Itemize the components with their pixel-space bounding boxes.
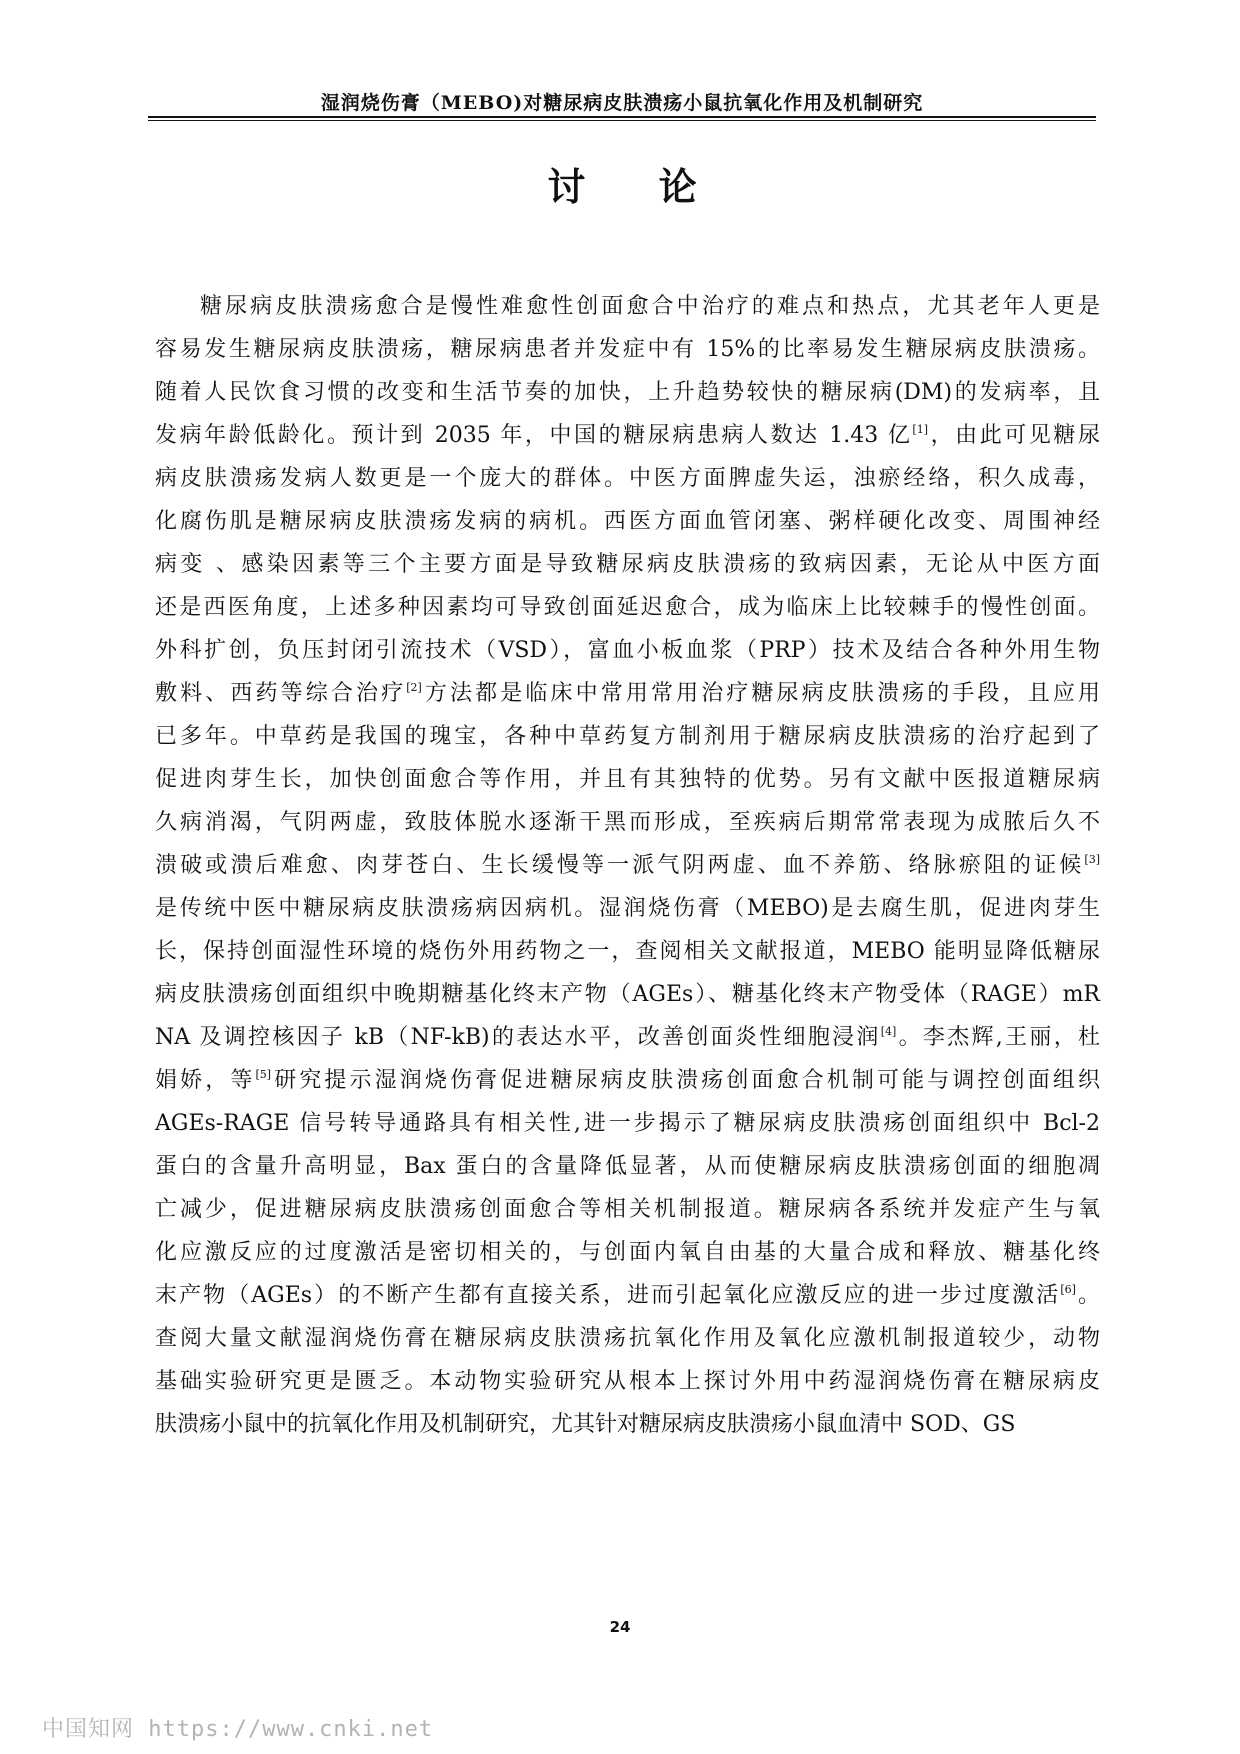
citation-ref: [1]: [912, 423, 929, 436]
text-line: 容易发生糖尿病皮肤溃疡，糖尿病患者并发症中有 15%的比率易发生糖尿病皮肤溃疡。: [155, 337, 1100, 362]
header-rule-thin: [148, 120, 1096, 121]
text-line: AGEs-RAGE 信号转导通路具有相关性,进一步揭示了糖尿病皮肤溃疡创面组织中 Bcl-2: [155, 1111, 1100, 1136]
running-header: 湿润烧伤膏（MEBO)对糖尿病皮肤溃疡小鼠抗氧化作用及机制研究: [320, 92, 924, 114]
citation-ref: [4]: [880, 1025, 897, 1038]
text-line: 是传统中医中糖尿病皮肤溃疡病因病机。湿润烧伤膏（MEBO)是去腐生肌，促进肉芽生: [155, 896, 1100, 921]
text-line: 查阅大量文献湿润烧伤膏在糖尿病皮肤溃疡抗氧化作用及氧化应激机制报道较少，动物: [155, 1326, 1100, 1351]
text-line: 发病年龄低龄化。预计到 2035 年，中国的糖尿病患病人数达 1.43 亿[1]，由此可见糖尿: [155, 423, 1100, 448]
text-line: 末产物（AGEs）的不断产生都有直接关系，进而引起氧化应激反应的进一步过度激活[6]。: [155, 1283, 1100, 1308]
citation-ref: [5]: [255, 1068, 272, 1081]
text-line: 促进肉芽生长，加快创面愈合等作用，并且有其独特的优势。另有文献中医报道糖尿病: [155, 767, 1100, 792]
text-line: 蛋白的含量升高明显，Bax 蛋白的含量降低显著，从而使糖尿病皮肤溃疡创面的细胞凋: [155, 1154, 1100, 1179]
citation-ref: [3]: [1084, 853, 1100, 866]
cnki-watermark: 中国知网 https://www.cnki.net: [42, 1717, 434, 1742]
text-line: 病变 、感染因素等三个主要方面是导致糖尿病皮肤溃疡的致病因素，无论从中医方面: [155, 552, 1100, 577]
text-line: 化腐伤肌是糖尿病皮肤溃疡发病的病机。西医方面血管闭塞、粥样硬化改变、周围神经: [155, 509, 1100, 534]
header-rule: [148, 116, 1096, 118]
body-paragraph: [155, 285, 1100, 1446]
text-line: 肤溃疡小鼠中的抗氧化作用及机制研究，尤其针对糖尿病皮肤溃疡小鼠血清中 SOD、GS: [155, 1412, 1016, 1437]
text-line: 已多年。中草药是我国的瑰宝，各种中草药复方制剂用于糖尿病皮肤溃疡的治疗起到了: [155, 724, 1100, 749]
text-line: 随着人民饮食习惯的改变和生活节奏的加快，上升趋势较快的糖尿病(DM)的发病率，且: [155, 380, 1100, 405]
text-line: 亡减少，促进糖尿病皮肤溃疡创面愈合等相关机制报道。糖尿病各系统并发症产生与氧: [155, 1197, 1100, 1222]
text-line: 外科扩创，负压封闭引流技术（VSD），富血小板血浆（PRP）技术及结合各种外用生物: [155, 638, 1100, 663]
text-line: 糖尿病皮肤溃疡愈合是慢性难愈性创面愈合中治疗的难点和热点，尤其老年人更是: [200, 294, 1100, 319]
text-line: NA 及调控核因子 kB（NF-kB)的表达水平，改善创面炎性细胞浸润[4]。李杰辉,王丽，杜: [155, 1025, 1100, 1050]
text-line: 病皮肤溃疡发病人数更是一个庞大的群体。中医方面脾虚失运，浊瘀经络，积久成毒，: [155, 466, 1100, 491]
text-line: 还是西医角度，上述多种因素均可导致创面延迟愈合，成为临床上比较棘手的慢性创面。: [155, 595, 1100, 620]
text-line: 溃破或溃后难愈、肉芽苍白、生长缓慢等一派气阴两虚、血不养筋、络脉瘀阻的证候[3]: [155, 853, 1100, 878]
text-line: 化应激反应的过度激活是密切相关的，与创面内氧自由基的大量合成和释放、糖基化终: [155, 1240, 1100, 1265]
section-title: 讨 论: [547, 165, 727, 209]
text-line: 敷料、西药等综合治疗[2]方法都是临床中常用常用治疗糖尿病皮肤溃疡的手段，且应用: [155, 681, 1100, 706]
text-line: 娟娇，等[5]研究提示湿润烧伤膏促进糖尿病皮肤溃疡创面愈合机制可能与调控创面组织: [155, 1068, 1100, 1093]
citation-ref: [2]: [406, 681, 422, 694]
text-line: 病皮肤溃疡创面组织中晚期糖基化终末产物（AGEs）、糖基化终末产物受体（RAGE）mR: [155, 982, 1100, 1007]
text-line: 长，保持创面湿性环境的烧伤外用药物之一，查阅相关文献报道，MEBO 能明显降低糖尿: [155, 939, 1100, 964]
text-line: 基础实验研究更是匮乏。本动物实验研究从根本上探讨外用中药湿润烧伤膏在糖尿病皮: [155, 1369, 1100, 1394]
citation-ref: [6]: [1060, 1283, 1076, 1296]
page-number: 24: [609, 1618, 631, 1636]
text-line: 久病消渴，气阴两虚，致肢体脱水逐渐干黑而形成，至疾病后期常常表现为成脓后久不: [155, 810, 1100, 835]
